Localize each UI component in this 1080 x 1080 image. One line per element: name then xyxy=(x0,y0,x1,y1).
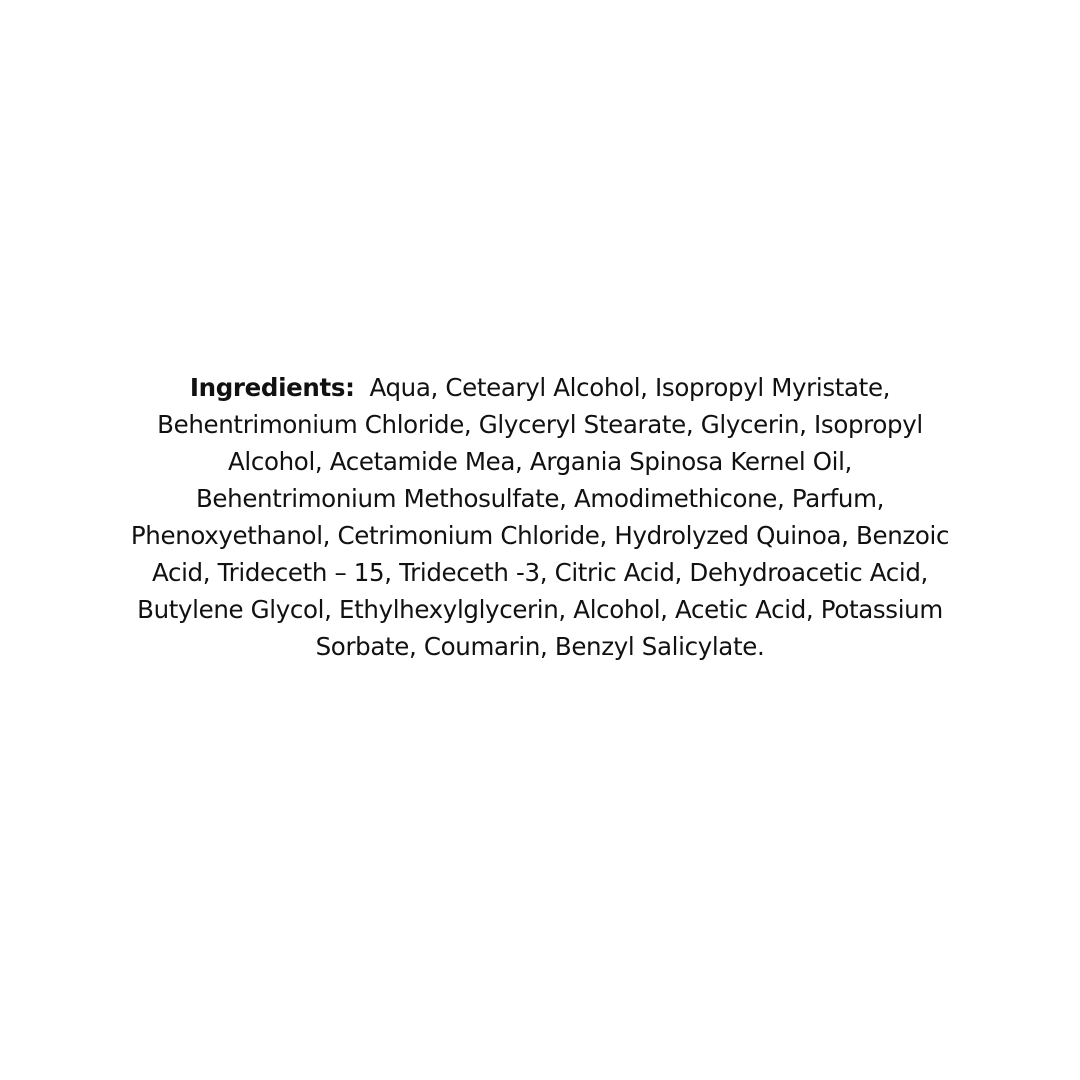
ingredients-line-6: Acid, Trideceth – 15, Trideceth -3, Citric Acid, Dehydroacetic Acid, xyxy=(151,558,928,587)
ingredients-line-2: Behentrimonium Chloride, Glyceryl Stearate, Glycerin, Isopropyl xyxy=(157,410,923,439)
ingredients-line-4: Behentrimonium Methosulfate, Amodimethicone, Parfum, xyxy=(195,484,885,513)
ingredients-line-5: Phenoxyethanol, Cetrimonium Chloride, Hydrolyzed Quinoa, Benzoic xyxy=(130,521,950,550)
ingredients-line-1 xyxy=(60,369,1020,406)
ingredients-text-block xyxy=(0,369,1080,665)
ingredients-line-7: Butylene Glycol, Ethylhexylglycerin, Alcohol, Acetic Acid, Potassium xyxy=(137,595,943,624)
ingredients-line-text: Aqua, Cetearyl Alcohol, Isopropyl Myristate, xyxy=(369,373,891,402)
ingredients-label: Ingredients: xyxy=(189,373,355,402)
ingredients-line-3: Alcohol, Acetamide Mea, Argania Spinosa Kernel Oil, xyxy=(228,447,852,476)
ingredients-line-8: Sorbate, Coumarin, Benzyl Salicylate. xyxy=(315,632,765,661)
